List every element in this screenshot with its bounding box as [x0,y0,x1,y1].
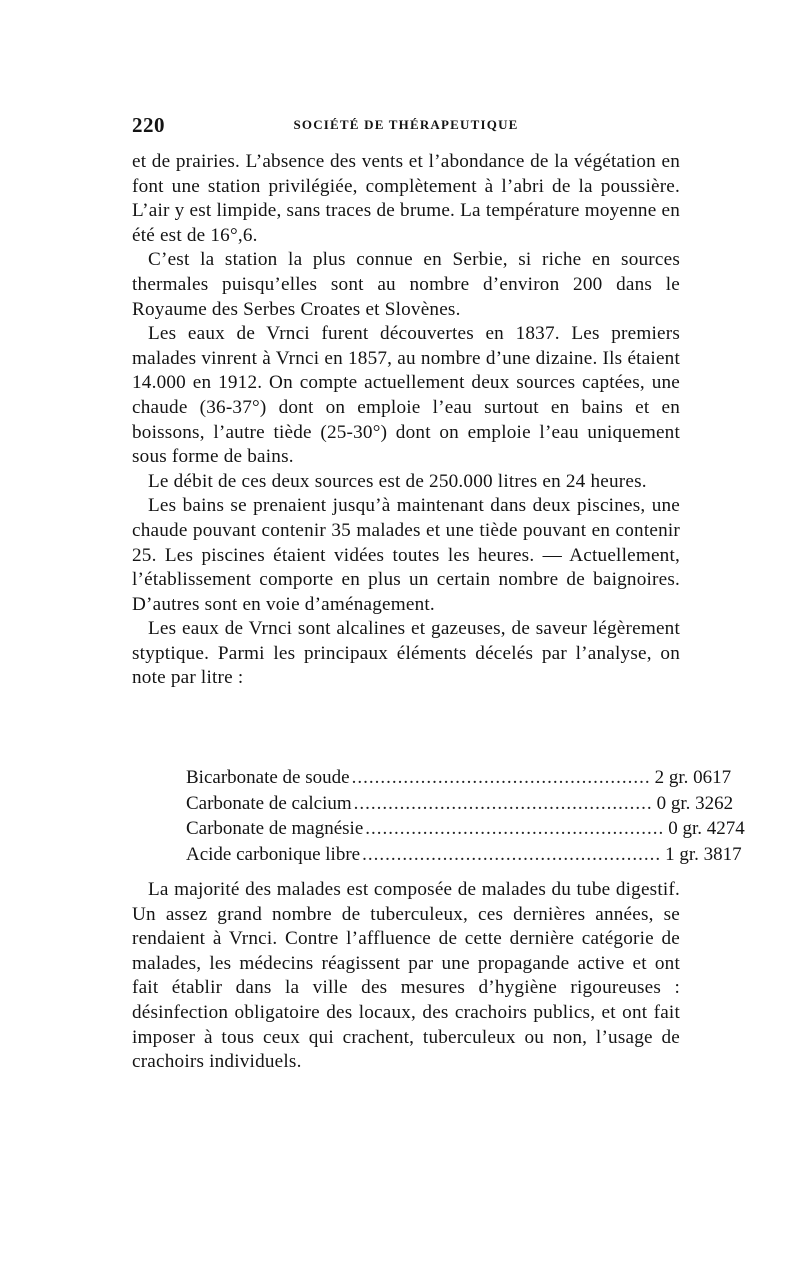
running-title: SOCIÉTÉ DE THÉRAPEUTIQUE [293,117,519,132]
analysis-element-value: 1 gr. 3817 [665,843,742,865]
analysis-element-name: Acide carbonique libre [186,843,361,865]
page-header [132,113,680,143]
analysis-element-name: Bicarbonate de soude [186,767,350,788]
paragraph: Les bains se prenaient jusqu’à maintenant dans deux piscines, une chaude pouvant contenir 35 malades et une tiède pouvant en contenir 25. Les piscines étaient vidées toutes les heures. — Actuellement, l’établissement comporte en plus un certain nombre de baignoires. D’autres sont en voie d’aménagement. [132,495,680,615]
body-text [132,150,680,691]
analysis-row [186,842,742,868]
dot-leader: .................................................... [362,843,662,865]
dot-leader: .................................................... [351,767,651,788]
closing-text [132,878,680,1075]
dot-leader: .................................................... [365,818,665,839]
analysis-element-value: 0 gr. 4274 [668,818,745,839]
dot-leader: .................................................... [353,792,653,814]
analysis-element-name: Carbonate de magnésie [186,818,364,839]
paragraph: Le débit de ces deux sources est de 250.000 litres en 24 heures. [148,470,647,492]
paragraph: Les eaux de Vrnci sont alcalines et gazeuses, de saveur légèrement styptique. Parmi les principaux éléments décelés par l’analyse, on note par litre : [132,618,680,689]
paragraph: Les eaux de Vrnci furent découvertes en 1837. Les premiers malades vinrent à Vrnci en 1857, au nombre d’une dizaine. Ils étaient 14.000 en 1912. On compte actuellement deux sources captées, une chaude (36-37°) dont on emploie l’eau surtout en bains et en boissons, l’autre tiède (25-30°) dont on emploie l’eau uniquement sous forme de bains. [132,323,680,468]
paragraph: C’est la station la plus connue en Serbie, si riche en sources thermales puisqu’elles sont au nombre d’environ 200 dans le Royaume des Serbes Croates et Slovènes. [132,249,680,320]
analysis-element-name: Carbonate de calcium [186,792,352,814]
analysis-row [186,816,745,842]
analysis-element-value: 2 gr. 0617 [654,767,732,788]
analysis-element-value: 0 gr. 3262 [656,792,734,814]
page-number: 220 [132,113,165,137]
analysis-row [186,791,734,817]
analysis-row [186,765,732,791]
paragraph: La majorité des malades est composée de malades du tube digestif. Un assez grand nombre de tuberculeux, ces dernières années, se rendaient à Vrnci. Contre l’affluence de cette dernière catégorie de malades, les médecins réagissent par une propagande active et ont fait établir dans la ville des mesures d’hygiène rigoureuses : désinfection obligatoire des locaux, des crachoirs publics, et ont fait imposer à tous ceux qui crachent, tuberculeux ou non, l’usage de crachoirs individuels. [132,879,680,1073]
analysis-table [186,765,745,867]
paragraph-continued: et de prairies. L’absence des vents et l’abondance de la végétation en font une station privilégiée, complètement à l’abri de la poussière. L’air y est limpide, sans traces de brume. La température moyenne en été est de 16°,6. [132,151,680,246]
